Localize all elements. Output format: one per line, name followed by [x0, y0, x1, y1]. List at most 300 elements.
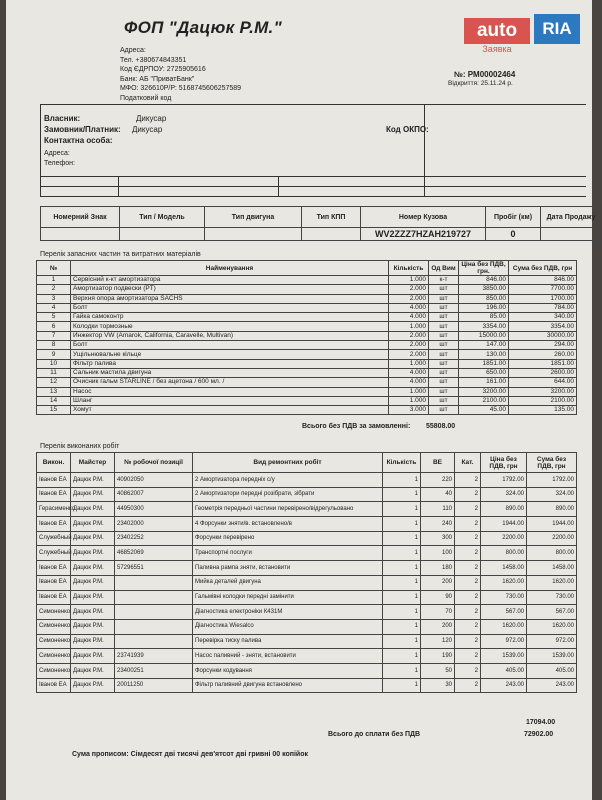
works-cell: 324.00 — [527, 487, 577, 502]
parts-cell: 196.00 — [459, 303, 509, 312]
works-header: Викон. — [37, 453, 71, 473]
divider — [40, 104, 586, 105]
works-cell: 30 — [421, 678, 455, 693]
parts-cell: Насос — [71, 387, 389, 396]
works-cell: Іванов ЕА — [37, 590, 71, 605]
works-cell: Діагностика електроніки К431М — [193, 605, 383, 620]
parts-cell: Хомут — [71, 406, 389, 415]
parts-row — [37, 387, 577, 396]
watermark-auto: auto — [464, 18, 530, 44]
divider — [40, 104, 41, 196]
works-cell: 1620.00 — [481, 575, 527, 590]
works-cell: 2 — [455, 649, 481, 664]
works-cell: 1539.00 — [527, 649, 577, 664]
divider — [40, 196, 586, 197]
works-cell: 70 — [421, 605, 455, 620]
divider — [278, 176, 279, 196]
parts-cell: 2.000 — [389, 341, 429, 350]
parts-header: Ціна без ПДВ, грн. — [459, 261, 509, 276]
parts-cell: 2.000 — [389, 350, 429, 359]
parts-row — [37, 294, 577, 303]
parts-cell: 3 — [37, 294, 71, 303]
works-cell: 2 — [455, 663, 481, 678]
works-cell: 1620.00 — [527, 575, 577, 590]
works-cell: Геометрія передньої частини перевірено/відрегульовано — [193, 502, 383, 517]
works-cell: 2 — [455, 546, 481, 561]
parts-cell: 4.000 — [389, 378, 429, 387]
parts-cell: 2100.00 — [509, 396, 577, 405]
works-cell: 243.00 — [527, 678, 577, 693]
works-cell — [115, 605, 193, 620]
parts-cell: Сальник мастила двигуна — [71, 368, 389, 377]
works-cell: 972.00 — [527, 634, 577, 649]
works-cell: 50 — [421, 663, 455, 678]
works-cell: 2 — [455, 575, 481, 590]
parts-cell: 3354.00 — [509, 322, 577, 331]
works-cell: Іванов ЕА — [37, 517, 71, 532]
company-title: ФОП "Дацюк Р.М." — [124, 18, 282, 37]
parts-cell: 1.000 — [389, 276, 429, 285]
req-tax: Податковий код — [120, 94, 172, 102]
parts-cell: шт — [429, 331, 459, 340]
parts-total-label: Всього без ПДВ за замовленні: — [302, 423, 411, 430]
divider — [40, 186, 586, 187]
works-cell: 1 — [383, 590, 421, 605]
works-cell: 4 Форсунки зняти/в. встановлено/в — [193, 517, 383, 532]
works-cell: 2 — [455, 487, 481, 502]
works-cell: 200 — [421, 575, 455, 590]
works-cell — [115, 575, 193, 590]
works-cell: Дацюк Р.М. — [71, 473, 115, 488]
works-cell: 1620.00 — [527, 619, 577, 634]
parts-cell: шт — [429, 322, 459, 331]
vehicle-value — [120, 228, 205, 241]
vehicle-header: Дата Продажу — [541, 207, 602, 228]
owner-label: Власник: — [44, 114, 81, 123]
parts-row — [37, 341, 577, 350]
works-cell: 1 — [383, 678, 421, 693]
works-row — [37, 561, 577, 576]
works-cell: 1 — [383, 634, 421, 649]
works-cell: Іванов ЕА — [37, 575, 71, 590]
parts-caption: Перелік запасних частин та витратних матеріалів — [40, 251, 201, 258]
parts-row — [37, 276, 577, 285]
parts-cell: 3200.00 — [509, 387, 577, 396]
works-cell: 40 — [421, 487, 455, 502]
parts-cell: 8 — [37, 341, 71, 350]
parts-cell: 4.000 — [389, 368, 429, 377]
parts-row — [37, 322, 577, 331]
parts-cell: 135.00 — [509, 406, 577, 415]
document-number: №: РМ00002464 — [454, 70, 516, 79]
works-row — [37, 487, 577, 502]
vehicle-header: Тип / Модель — [120, 207, 205, 228]
watermark-sub: Заявка — [482, 44, 512, 54]
works-cell: 23402252 — [115, 531, 193, 546]
parts-cell: 130.00 — [459, 350, 509, 359]
works-cell: Дацюк Р.М. — [71, 531, 115, 546]
parts-cell: 14 — [37, 396, 71, 405]
works-cell: 2 Амортизатора передніх с/у — [193, 473, 383, 488]
parts-cell: 1.000 — [389, 322, 429, 331]
works-cell: 240 — [421, 517, 455, 532]
works-cell: 1944.00 — [481, 517, 527, 532]
parts-cell: 846.00 — [459, 276, 509, 285]
parts-cell: шт — [429, 313, 459, 322]
works-header: № робочої позиції — [115, 453, 193, 473]
works-cell: 2 — [455, 590, 481, 605]
parts-header: Од Вим — [429, 261, 459, 276]
works-row — [37, 517, 577, 532]
parts-cell: 2600.00 — [509, 368, 577, 377]
parts-cell: шт — [429, 303, 459, 312]
vehicle-value — [41, 228, 120, 241]
works-cell: Іванов ЕА — [37, 678, 71, 693]
works-sum: 17094.00 — [526, 719, 556, 726]
works-cell: Дацюк Р.М. — [71, 502, 115, 517]
parts-cell: 1851.00 — [459, 359, 509, 368]
works-cell: 1 — [383, 649, 421, 664]
works-cell — [115, 634, 193, 649]
works-cell: 57296551 — [115, 561, 193, 576]
vehicle-value — [302, 228, 361, 241]
works-header: Сума без ПДВ, грн — [527, 453, 577, 473]
works-row — [37, 663, 577, 678]
works-row — [37, 605, 577, 620]
works-cell: 1 — [383, 473, 421, 488]
works-cell: Служебный — [37, 531, 71, 546]
works-cell: Паливна рампа зняти, встановити — [193, 561, 383, 576]
parts-cell: 2.000 — [389, 285, 429, 294]
parts-row — [37, 359, 577, 368]
parts-cell: 11 — [37, 368, 71, 377]
grand-total: 72902.00 — [524, 731, 554, 738]
works-header: Кількість — [383, 453, 421, 473]
address-label: Адреса: — [44, 150, 70, 157]
parts-header: Найменування — [71, 261, 389, 276]
parts-cell: 15000.00 — [459, 331, 509, 340]
works-cell: 1458.00 — [481, 561, 527, 576]
works-row — [37, 649, 577, 664]
works-cell: 567.00 — [527, 605, 577, 620]
works-row — [37, 546, 577, 561]
works-cell: Форсунки кодування — [193, 663, 383, 678]
parts-cell: 4.000 — [389, 313, 429, 322]
works-cell: 23402000 — [115, 517, 193, 532]
vehicle-header: Тип КПП — [302, 207, 361, 228]
works-cell: 1792.00 — [527, 473, 577, 488]
works-row — [37, 678, 577, 693]
works-cell: 1 — [383, 487, 421, 502]
works-cell: Перевірка тиску палива — [193, 634, 383, 649]
parts-cell: 6 — [37, 322, 71, 331]
vehicle-value — [205, 228, 302, 241]
watermark-ria: RIA — [534, 14, 580, 44]
works-cell: 800.00 — [481, 546, 527, 561]
works-cell: 567.00 — [481, 605, 527, 620]
parts-row — [37, 313, 577, 322]
parts-cell: Болт — [71, 341, 389, 350]
works-cell: 2 Амортизатори передні розібрати, зібрати — [193, 487, 383, 502]
parts-cell: 784.00 — [509, 303, 577, 312]
parts-cell: Болт — [71, 303, 389, 312]
works-cell: Дацюк Р.М. — [71, 561, 115, 576]
works-cell: 800.00 — [527, 546, 577, 561]
parts-cell: 147.00 — [459, 341, 509, 350]
parts-cell: 5 — [37, 313, 71, 322]
parts-cell: 12 — [37, 378, 71, 387]
autoria-watermark — [464, 12, 582, 54]
parts-cell: 1.000 — [389, 387, 429, 396]
parts-row — [37, 368, 577, 377]
works-cell: 730.00 — [481, 590, 527, 605]
works-row — [37, 619, 577, 634]
parts-cell: 13 — [37, 387, 71, 396]
edrpou-label: Код ОКПО: — [386, 125, 429, 134]
works-cell: 2 — [455, 634, 481, 649]
parts-row — [37, 378, 577, 387]
parts-cell: 85.00 — [459, 313, 509, 322]
parts-row — [37, 396, 577, 405]
works-header: Кат. — [455, 453, 481, 473]
works-cell: Насос паливний - зняти, встановити — [193, 649, 383, 664]
works-cell: Служебный — [37, 546, 71, 561]
customer-label: Замовник/Платник: — [44, 125, 121, 134]
works-cell: 300 — [421, 531, 455, 546]
vehicle-value — [541, 228, 602, 241]
parts-cell: 1 — [37, 276, 71, 285]
works-header: Майстер — [71, 453, 115, 473]
works-cell: 1792.00 — [481, 473, 527, 488]
grand-total-label: Всього до сплати без ПДВ — [328, 731, 421, 738]
works-row — [37, 473, 577, 488]
works-cell: Форсунки перевірено — [193, 531, 383, 546]
parts-cell: шт — [429, 387, 459, 396]
parts-cell: 644.00 — [509, 378, 577, 387]
divider — [40, 176, 586, 177]
vehicle-table — [40, 206, 602, 241]
works-table — [36, 452, 577, 693]
works-cell: 40902050 — [115, 473, 193, 488]
works-header: ВЕ — [421, 453, 455, 473]
parts-cell: 15 — [37, 406, 71, 415]
parts-cell: 340.00 — [509, 313, 577, 322]
works-body — [37, 473, 577, 693]
req-edrpou: Код ЄДРПОУ: 2725905616 — [120, 66, 206, 73]
works-cell: 2200.00 — [481, 531, 527, 546]
works-row — [37, 634, 577, 649]
works-cell: 110 — [421, 502, 455, 517]
parts-cell: Гайка самоконтр — [71, 313, 389, 322]
parts-cell: шт — [429, 341, 459, 350]
parts-cell: шт — [429, 396, 459, 405]
works-cell: 324.00 — [481, 487, 527, 502]
works-cell: 405.00 — [527, 663, 577, 678]
parts-table — [36, 260, 577, 415]
parts-cell: шт — [429, 350, 459, 359]
document-date: Відкриття: 25.11.24 р. — [448, 80, 513, 87]
works-cell: Дацюк Р.М. — [71, 487, 115, 502]
req-mfo: МФО: 326610Р/Р: 5168745606257589 — [120, 85, 242, 92]
works-cell: 23741939 — [115, 649, 193, 664]
parts-cell: Очисник гальм STARLINE / без ацетона / 600 мл. / — [71, 378, 389, 387]
parts-cell: 650.00 — [459, 368, 509, 377]
parts-row — [37, 285, 577, 294]
works-cell: 2 — [455, 605, 481, 620]
parts-cell: шт — [429, 359, 459, 368]
parts-header-row — [37, 261, 577, 276]
parts-cell: 3.000 — [389, 406, 429, 415]
works-cell: 1 — [383, 546, 421, 561]
works-cell: 200 — [421, 619, 455, 634]
parts-cell: Шланг — [71, 396, 389, 405]
works-cell: 20011250 — [115, 678, 193, 693]
works-caption: Перелік виконаних робіт — [40, 443, 120, 450]
works-row — [37, 590, 577, 605]
parts-cell: 3354.00 — [459, 322, 509, 331]
parts-cell: 3200.00 — [459, 387, 509, 396]
works-cell: Дацюк Р.М. — [71, 605, 115, 620]
works-header: Ціна без ПДВ, грн — [481, 453, 527, 473]
parts-cell: Сервісний к-кт амортизатора — [71, 276, 389, 285]
works-cell: 1539.00 — [481, 649, 527, 664]
parts-cell: Ущільнювальне кільце — [71, 350, 389, 359]
works-cell: 1 — [383, 531, 421, 546]
parts-cell: 2 — [37, 285, 71, 294]
works-cell: Дацюк Р.М. — [71, 590, 115, 605]
parts-row — [37, 303, 577, 312]
vehicle-header-row — [41, 207, 602, 228]
works-cell: 1620.00 — [481, 619, 527, 634]
works-cell: 120 — [421, 634, 455, 649]
parts-header: Сума без ПДВ, грн — [509, 261, 577, 276]
parts-cell: 2.000 — [389, 331, 429, 340]
works-cell: Іванов ЕА — [37, 561, 71, 576]
parts-cell: шт — [429, 294, 459, 303]
works-cell: 46852069 — [115, 546, 193, 561]
works-cell: Мийка деталей двигуна — [193, 575, 383, 590]
phone-label: Телефон: — [44, 160, 75, 167]
works-cell — [115, 590, 193, 605]
works-cell: Транспортні послуги — [193, 546, 383, 561]
vehicle-header: Тип двигуна — [205, 207, 302, 228]
parts-row — [37, 350, 577, 359]
customer-value: Дикусар — [132, 125, 163, 134]
parts-row — [37, 406, 577, 415]
works-cell: 890.00 — [527, 502, 577, 517]
works-cell: 23400251 — [115, 663, 193, 678]
amount-in-words: Сума прописом: Сімдесят дві тисячі дев'ятсот дві гривні 00 копійок — [72, 751, 309, 758]
works-cell: 190 — [421, 649, 455, 664]
owner-value: Дикусар — [136, 114, 167, 123]
parts-cell: 4 — [37, 303, 71, 312]
works-cell: 2 — [455, 531, 481, 546]
parts-cell: 1.000 — [389, 396, 429, 405]
works-row — [37, 575, 577, 590]
works-cell: Діагностика Wiesalco — [193, 619, 383, 634]
contact-label: Контактна особа: — [44, 136, 113, 145]
parts-cell: 2100.00 — [459, 396, 509, 405]
parts-cell: 4.000 — [389, 303, 429, 312]
parts-cell: шт — [429, 406, 459, 415]
req-address: Адреса: — [120, 47, 146, 54]
works-cell: 90 — [421, 590, 455, 605]
works-cell: Іванов ЕА — [37, 487, 71, 502]
parts-cell: 10 — [37, 359, 71, 368]
parts-cell: Верхня опора амортизатора SACHS — [71, 294, 389, 303]
works-cell: Герасименко — [37, 502, 71, 517]
parts-header: Кількість — [389, 261, 429, 276]
parts-cell: 3850.00 — [459, 285, 509, 294]
works-cell: 243.00 — [481, 678, 527, 693]
vehicle-header: Номер Кузова — [361, 207, 486, 228]
works-cell: Дацюк Р.М. — [71, 575, 115, 590]
divider — [118, 176, 119, 196]
parts-cell: шт — [429, 378, 459, 387]
works-cell: Симоненко — [37, 605, 71, 620]
works-cell: 1 — [383, 517, 421, 532]
parts-cell: 2.000 — [389, 294, 429, 303]
works-cell: 972.00 — [481, 634, 527, 649]
parts-cell: Инжектор VW (Amarok, California, Caravelle, Multivan) — [71, 331, 389, 340]
works-cell: 1 — [383, 575, 421, 590]
invoice-page — [6, 0, 596, 800]
works-header: Вид ремонтних робіт — [193, 453, 383, 473]
parts-cell: 1700.00 — [509, 294, 577, 303]
works-cell: Дацюк Р.М. — [71, 649, 115, 664]
works-cell: 890.00 — [481, 502, 527, 517]
works-cell: 2 — [455, 502, 481, 517]
parts-cell: шт — [429, 368, 459, 377]
works-cell: Дацюк Р.М. — [71, 619, 115, 634]
vehicle-value-row — [41, 228, 602, 241]
works-cell: Симоненко — [37, 663, 71, 678]
works-cell: 1458.00 — [527, 561, 577, 576]
works-cell: 2 — [455, 473, 481, 488]
works-cell: Фільтр паливний двигуна встановлено — [193, 678, 383, 693]
parts-cell: 30000.00 — [509, 331, 577, 340]
parts-cell: 294.00 — [509, 341, 577, 350]
works-cell: Дацюк Р.М. — [71, 634, 115, 649]
parts-cell: 7 — [37, 331, 71, 340]
parts-cell: Колодки тормозные — [71, 322, 389, 331]
works-cell: 2200.00 — [527, 531, 577, 546]
parts-cell: 846.00 — [509, 276, 577, 285]
divider — [424, 104, 425, 196]
works-row — [37, 531, 577, 546]
parts-cell: 9 — [37, 350, 71, 359]
works-cell: Дацюк Р.М. — [71, 663, 115, 678]
vehicle-mileage: 0 — [486, 228, 541, 241]
works-cell: Гальмівні колодки передні замінити — [193, 590, 383, 605]
parts-cell: к-т — [429, 276, 459, 285]
vehicle-header: Номерний Знак — [41, 207, 120, 228]
req-phone: Тел. +380674843351 — [120, 56, 187, 64]
vehicle-vin: WV2ZZZ7HZAH219727 — [361, 228, 486, 241]
parts-cell: 1851.00 — [509, 359, 577, 368]
works-cell: 2 — [455, 678, 481, 693]
works-cell: 44950300 — [115, 502, 193, 517]
company-requisites — [120, 46, 241, 103]
works-cell: Іванов ЕА — [37, 473, 71, 488]
works-cell: Симоненко — [37, 634, 71, 649]
parts-cell: Амортизатор подвески (PT) — [71, 285, 389, 294]
parts-cell: шт — [429, 285, 459, 294]
works-cell: Симоненко — [37, 619, 71, 634]
parts-cell: Фільтр палива — [71, 359, 389, 368]
works-cell: 730.00 — [527, 590, 577, 605]
works-cell: 1 — [383, 605, 421, 620]
